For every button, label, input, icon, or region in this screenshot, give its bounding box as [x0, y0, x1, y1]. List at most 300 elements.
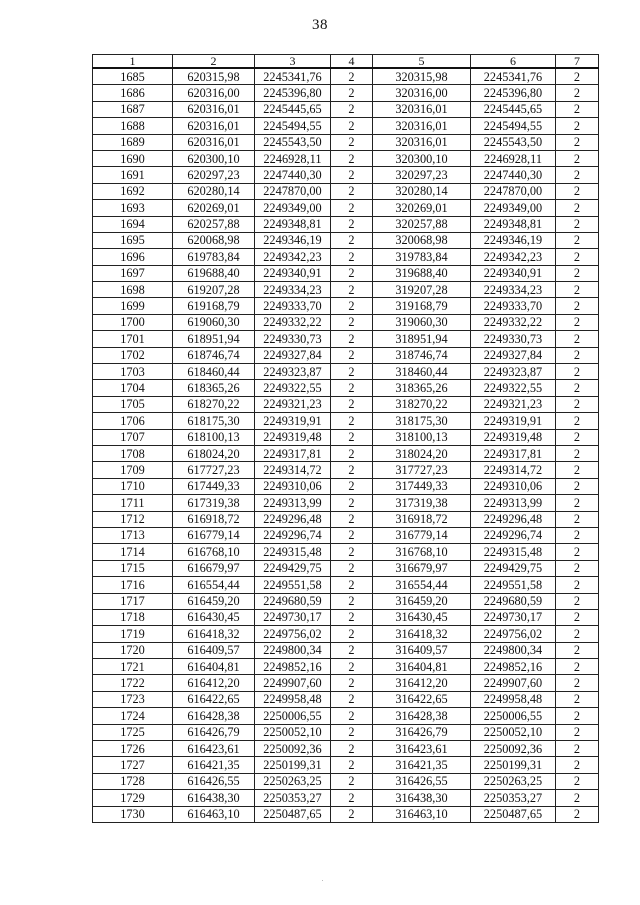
table-cell: 2 [556, 626, 599, 642]
table-cell: 2 [331, 445, 373, 461]
table-row [93, 314, 599, 330]
table-cell: 1727 [93, 757, 173, 773]
table-cell: 2 [556, 183, 599, 199]
table-cell: 2 [331, 429, 373, 445]
table-cell: 2249680,59 [471, 593, 556, 609]
table-cell: 1708 [93, 445, 173, 461]
table-row [93, 773, 599, 789]
table-cell: 1718 [93, 609, 173, 625]
table-cell: 2 [331, 150, 373, 166]
table-cell: 2247870,00 [255, 183, 331, 199]
table-row [93, 183, 599, 199]
table-cell: 317319,38 [373, 495, 471, 511]
table-cell: 2249680,59 [255, 593, 331, 609]
table-cell: 1715 [93, 560, 173, 576]
table-cell: 2249730,17 [471, 609, 556, 625]
table-cell: 2250006,55 [471, 708, 556, 724]
table-cell: 2249800,34 [255, 642, 331, 658]
table-cell: 2249314,72 [471, 462, 556, 478]
table-cell: 616404,81 [173, 659, 255, 675]
table-cell: 2250263,25 [255, 773, 331, 789]
table-cell: 2250092,36 [471, 741, 556, 757]
table-cell: 2250199,31 [471, 757, 556, 773]
table-cell: 2 [331, 659, 373, 675]
table-cell: 318100,13 [373, 429, 471, 445]
table-cell: 2249551,58 [471, 577, 556, 593]
table-row [93, 478, 599, 494]
table-cell: 2245543,50 [471, 134, 556, 150]
table-cell: 620316,01 [173, 134, 255, 150]
table-cell: 2 [331, 134, 373, 150]
table-row [93, 741, 599, 757]
column-header-5: 5 [373, 55, 471, 69]
table-cell: 316418,32 [373, 626, 471, 642]
table-cell: 2 [556, 364, 599, 380]
table-cell: 2 [556, 691, 599, 707]
table-cell: 2 [556, 806, 599, 822]
table-cell: 2 [556, 167, 599, 183]
table-cell: 2249321,23 [471, 396, 556, 412]
table-row [93, 626, 599, 642]
table-cell: 2249349,00 [255, 200, 331, 216]
table-row [93, 298, 599, 314]
table-cell: 2249330,73 [471, 331, 556, 347]
table-cell: 2 [556, 445, 599, 461]
table-cell: 618024,20 [173, 445, 255, 461]
table-header-row [93, 55, 599, 69]
table-cell: 2249296,48 [255, 511, 331, 527]
table-cell: 1721 [93, 659, 173, 675]
table-cell: 317449,33 [373, 478, 471, 494]
table-cell: 2 [331, 577, 373, 593]
table-cell: 2249321,23 [255, 396, 331, 412]
table-cell: 2 [331, 708, 373, 724]
table-cell: 316918,72 [373, 511, 471, 527]
table-row [93, 675, 599, 691]
table-cell: 616428,38 [173, 708, 255, 724]
table-cell: 2 [331, 544, 373, 560]
table-cell: 1710 [93, 478, 173, 494]
table-cell: 2 [331, 183, 373, 199]
table-cell: 1712 [93, 511, 173, 527]
table-row [93, 413, 599, 429]
table-cell: 1700 [93, 314, 173, 330]
table-cell: 2245396,80 [471, 85, 556, 101]
table-cell: 2250263,25 [471, 773, 556, 789]
table-cell: 316554,44 [373, 577, 471, 593]
table-cell: 618365,26 [173, 380, 255, 396]
table-cell: 1725 [93, 724, 173, 740]
table-cell: 320315,98 [373, 68, 471, 85]
table-cell: 620269,01 [173, 200, 255, 216]
table-cell: 2 [331, 609, 373, 625]
table-cell: 616438,30 [173, 790, 255, 806]
table-cell: 316679,97 [373, 560, 471, 576]
table-cell: 1696 [93, 249, 173, 265]
table-cell: 616459,20 [173, 593, 255, 609]
table-cell: 1685 [93, 68, 173, 85]
table-cell: 2246928,11 [255, 150, 331, 166]
table-cell: 1709 [93, 462, 173, 478]
table-cell: 2249322,55 [471, 380, 556, 396]
table-cell: 2245445,65 [471, 101, 556, 117]
table-cell: 318024,20 [373, 445, 471, 461]
column-header-2: 2 [173, 55, 255, 69]
table-cell: 2 [331, 413, 373, 429]
table-cell: 318951,94 [373, 331, 471, 347]
table-cell: 1717 [93, 593, 173, 609]
table-cell: 1706 [93, 413, 173, 429]
table-cell: 616421,35 [173, 757, 255, 773]
table-cell: 1724 [93, 708, 173, 724]
table-cell: 2 [331, 593, 373, 609]
table-cell: 2249342,23 [471, 249, 556, 265]
table-cell: 316779,14 [373, 527, 471, 543]
table-cell: 1691 [93, 167, 173, 183]
table-cell: 316426,55 [373, 773, 471, 789]
table-cell: 616422,65 [173, 691, 255, 707]
table-cell: 2 [556, 593, 599, 609]
table-cell: 616426,55 [173, 773, 255, 789]
table-cell: 2249322,55 [255, 380, 331, 396]
table-cell: 616418,32 [173, 626, 255, 642]
table-cell: 2249340,91 [471, 265, 556, 281]
table-cell: 320269,01 [373, 200, 471, 216]
table-cell: 1694 [93, 216, 173, 232]
table-cell: 1726 [93, 741, 173, 757]
table-row [93, 85, 599, 101]
table-cell: 620316,01 [173, 101, 255, 117]
table-cell: 2249296,74 [471, 527, 556, 543]
table-cell: 616412,20 [173, 675, 255, 691]
table-cell: 319688,40 [373, 265, 471, 281]
column-header-6: 6 [471, 55, 556, 69]
table-cell: 2 [331, 200, 373, 216]
table-cell: 2249340,91 [255, 265, 331, 281]
table-cell: 2 [556, 101, 599, 117]
table-cell: 2249333,70 [471, 298, 556, 314]
table-cell: 320316,01 [373, 134, 471, 150]
table-cell: 2249310,06 [255, 478, 331, 494]
table-body [93, 68, 599, 822]
table-cell: 316421,35 [373, 757, 471, 773]
table-cell: 616554,44 [173, 577, 255, 593]
table-cell: 1697 [93, 265, 173, 281]
table-cell: 316412,20 [373, 675, 471, 691]
table-cell: 2 [556, 462, 599, 478]
table-cell: 616423,61 [173, 741, 255, 757]
table-cell: 1690 [93, 150, 173, 166]
table-cell: 2249346,19 [471, 232, 556, 248]
table-cell: 616768,10 [173, 544, 255, 560]
table-cell: 2 [331, 118, 373, 134]
table-cell: 2249958,48 [471, 691, 556, 707]
table-cell: 2249323,87 [255, 364, 331, 380]
table-cell: 620297,23 [173, 167, 255, 183]
table-cell: 2 [556, 249, 599, 265]
table-row [93, 331, 599, 347]
table-row [93, 659, 599, 675]
table-row [93, 577, 599, 593]
table-cell: 2249323,87 [471, 364, 556, 380]
table-cell: 2249852,16 [471, 659, 556, 675]
table-cell: 316426,79 [373, 724, 471, 740]
table-cell: 2249319,91 [471, 413, 556, 429]
table-row [93, 118, 599, 134]
table-cell: 2249296,74 [255, 527, 331, 543]
table-cell: 2249333,70 [255, 298, 331, 314]
table-row [93, 396, 599, 412]
table-cell: 1688 [93, 118, 173, 134]
table-cell: 2250353,27 [255, 790, 331, 806]
table-cell: 318175,30 [373, 413, 471, 429]
table-cell: 2249319,91 [255, 413, 331, 429]
table-cell: 2247440,30 [255, 167, 331, 183]
table-cell: 1730 [93, 806, 173, 822]
table-cell: 1687 [93, 101, 173, 117]
table-cell: 616409,57 [173, 642, 255, 658]
table-cell: 316423,61 [373, 741, 471, 757]
table-cell: 2245341,76 [255, 68, 331, 85]
table-cell: 2249319,48 [471, 429, 556, 445]
table-cell: 2 [331, 298, 373, 314]
table-cell: 2 [331, 167, 373, 183]
table-row [93, 691, 599, 707]
table-cell: 2249334,23 [255, 282, 331, 298]
table-cell: 2 [331, 331, 373, 347]
table-cell: 619783,84 [173, 249, 255, 265]
table-cell: 2249756,02 [255, 626, 331, 642]
table-cell: 620315,98 [173, 68, 255, 85]
table-cell: 1719 [93, 626, 173, 642]
table-cell: 2249327,84 [255, 347, 331, 363]
table-cell: 316459,20 [373, 593, 471, 609]
table-row [93, 724, 599, 740]
table-cell: 1692 [93, 183, 173, 199]
table-cell: 1714 [93, 544, 173, 560]
table-cell: 2249334,23 [471, 282, 556, 298]
table-cell: 2 [556, 232, 599, 248]
table-cell: 2 [556, 560, 599, 576]
table-cell: 2 [556, 118, 599, 134]
table-cell: 620257,88 [173, 216, 255, 232]
table-row [93, 150, 599, 166]
table-cell: 1707 [93, 429, 173, 445]
table-cell: 2249327,84 [471, 347, 556, 363]
table-cell: 2 [331, 773, 373, 789]
table-row [93, 511, 599, 527]
table-cell: 2 [331, 232, 373, 248]
table-cell: 2249313,99 [471, 495, 556, 511]
table-cell: 2249346,19 [255, 232, 331, 248]
table-cell: 2 [556, 527, 599, 543]
table-cell: 2249319,48 [255, 429, 331, 445]
table-cell: 2 [331, 675, 373, 691]
table-cell: 2 [331, 757, 373, 773]
table-row [93, 445, 599, 461]
table-cell: 620280,14 [173, 183, 255, 199]
table-cell: 2245494,55 [471, 118, 556, 134]
table-cell: 2 [331, 724, 373, 740]
table-cell: 2 [556, 200, 599, 216]
table-cell: 2 [331, 806, 373, 822]
table-cell: 2 [556, 347, 599, 363]
table-cell: 2 [331, 396, 373, 412]
table-cell: 2249800,34 [471, 642, 556, 658]
column-header-7: 7 [556, 55, 599, 69]
table-cell: 1686 [93, 85, 173, 101]
table-cell: 2249315,48 [255, 544, 331, 560]
table-row [93, 609, 599, 625]
table-cell: 2245445,65 [255, 101, 331, 117]
table-cell: 316422,65 [373, 691, 471, 707]
table-cell: 2 [556, 134, 599, 150]
table-cell: 2250052,10 [471, 724, 556, 740]
table-cell: 2249332,22 [255, 314, 331, 330]
table-cell: 617727,23 [173, 462, 255, 478]
table-cell: 2249348,81 [255, 216, 331, 232]
table-cell: 1722 [93, 675, 173, 691]
table-cell: 619060,30 [173, 314, 255, 330]
table-cell: 2 [556, 413, 599, 429]
table-row [93, 560, 599, 576]
table-cell: 617319,38 [173, 495, 255, 511]
table-cell: 619688,40 [173, 265, 255, 281]
table-cell: 318746,74 [373, 347, 471, 363]
scan-speck [322, 880, 323, 881]
table-row [93, 134, 599, 150]
table-cell: 2 [331, 314, 373, 330]
table-row [93, 364, 599, 380]
table-cell: 2249551,58 [255, 577, 331, 593]
table-cell: 2249314,72 [255, 462, 331, 478]
table-cell: 618100,13 [173, 429, 255, 445]
table-row [93, 232, 599, 248]
table-cell: 620316,01 [173, 118, 255, 134]
table-cell: 2 [331, 249, 373, 265]
table-cell: 2249330,73 [255, 331, 331, 347]
table-cell: 2246928,11 [471, 150, 556, 166]
table-cell: 2249429,75 [255, 560, 331, 576]
table-cell: 2 [556, 429, 599, 445]
table-row [93, 708, 599, 724]
table-cell: 2 [556, 150, 599, 166]
table-cell: 2249349,00 [471, 200, 556, 216]
table-cell: 316768,10 [373, 544, 471, 560]
table-cell: 2 [556, 609, 599, 625]
table-cell: 1699 [93, 298, 173, 314]
column-header-4: 4 [331, 55, 373, 69]
table-cell: 2250092,36 [255, 741, 331, 757]
table-cell: 2 [556, 741, 599, 757]
table-cell: 1705 [93, 396, 173, 412]
table-row [93, 101, 599, 117]
table-cell: 1716 [93, 577, 173, 593]
table-cell: 2249317,81 [471, 445, 556, 461]
table-cell: 319783,84 [373, 249, 471, 265]
table-cell: 2249332,22 [471, 314, 556, 330]
table-cell: 1713 [93, 527, 173, 543]
table-row [93, 642, 599, 658]
table-cell: 1695 [93, 232, 173, 248]
table-cell: 316404,81 [373, 659, 471, 675]
table-cell: 319060,30 [373, 314, 471, 330]
table-cell: 2 [556, 757, 599, 773]
table-cell: 2245341,76 [471, 68, 556, 85]
table-cell: 1720 [93, 642, 173, 658]
page-number: 38 [312, 17, 328, 33]
table-cell: 1703 [93, 364, 173, 380]
table-cell: 2 [556, 478, 599, 494]
table-cell: 2250487,65 [471, 806, 556, 822]
table-cell: 2 [556, 68, 599, 85]
table-cell: 2 [556, 790, 599, 806]
table-cell: 2 [331, 691, 373, 707]
table-cell: 2 [556, 675, 599, 691]
table-cell: 316430,45 [373, 609, 471, 625]
table-cell: 2 [331, 790, 373, 806]
table-row [93, 544, 599, 560]
table-cell: 2249296,48 [471, 511, 556, 527]
table-cell: 320280,14 [373, 183, 471, 199]
table-cell: 2249756,02 [471, 626, 556, 642]
table-cell: 616779,14 [173, 527, 255, 543]
table-cell: 2249730,17 [255, 609, 331, 625]
table-cell: 320297,23 [373, 167, 471, 183]
table-cell: 618460,44 [173, 364, 255, 380]
table-cell: 2 [331, 68, 373, 85]
table-cell: 1689 [93, 134, 173, 150]
table-cell: 1711 [93, 495, 173, 511]
table-cell: 2247870,00 [471, 183, 556, 199]
table-cell: 2249852,16 [255, 659, 331, 675]
table-cell: 1728 [93, 773, 173, 789]
table-cell: 2 [331, 741, 373, 757]
table-cell: 316463,10 [373, 806, 471, 822]
table-cell: 2 [556, 380, 599, 396]
table-cell: 2245543,50 [255, 134, 331, 150]
table-cell: 618951,94 [173, 331, 255, 347]
table-cell: 2249313,99 [255, 495, 331, 511]
table-cell: 616430,45 [173, 609, 255, 625]
table-row [93, 462, 599, 478]
table-cell: 2 [556, 773, 599, 789]
table-cell: 2 [331, 216, 373, 232]
table-row [93, 167, 599, 183]
table-cell: 317727,23 [373, 462, 471, 478]
table-cell: 2249315,48 [471, 544, 556, 560]
table-cell: 2 [331, 347, 373, 363]
table-cell: 2 [331, 642, 373, 658]
table-cell: 2249310,06 [471, 478, 556, 494]
table-cell: 618175,30 [173, 413, 255, 429]
table-cell: 2245396,80 [255, 85, 331, 101]
table-cell: 316438,30 [373, 790, 471, 806]
table-row [93, 495, 599, 511]
table-cell: 2 [556, 511, 599, 527]
table-cell: 2 [331, 462, 373, 478]
table-cell: 617449,33 [173, 478, 255, 494]
table-cell: 618270,22 [173, 396, 255, 412]
table-cell: 618746,74 [173, 347, 255, 363]
table-cell: 2249958,48 [255, 691, 331, 707]
table-row [93, 347, 599, 363]
column-header-1: 1 [93, 55, 173, 69]
table-cell: 2250199,31 [255, 757, 331, 773]
table-cell: 320316,00 [373, 85, 471, 101]
table-cell: 616918,72 [173, 511, 255, 527]
table-cell: 616426,79 [173, 724, 255, 740]
